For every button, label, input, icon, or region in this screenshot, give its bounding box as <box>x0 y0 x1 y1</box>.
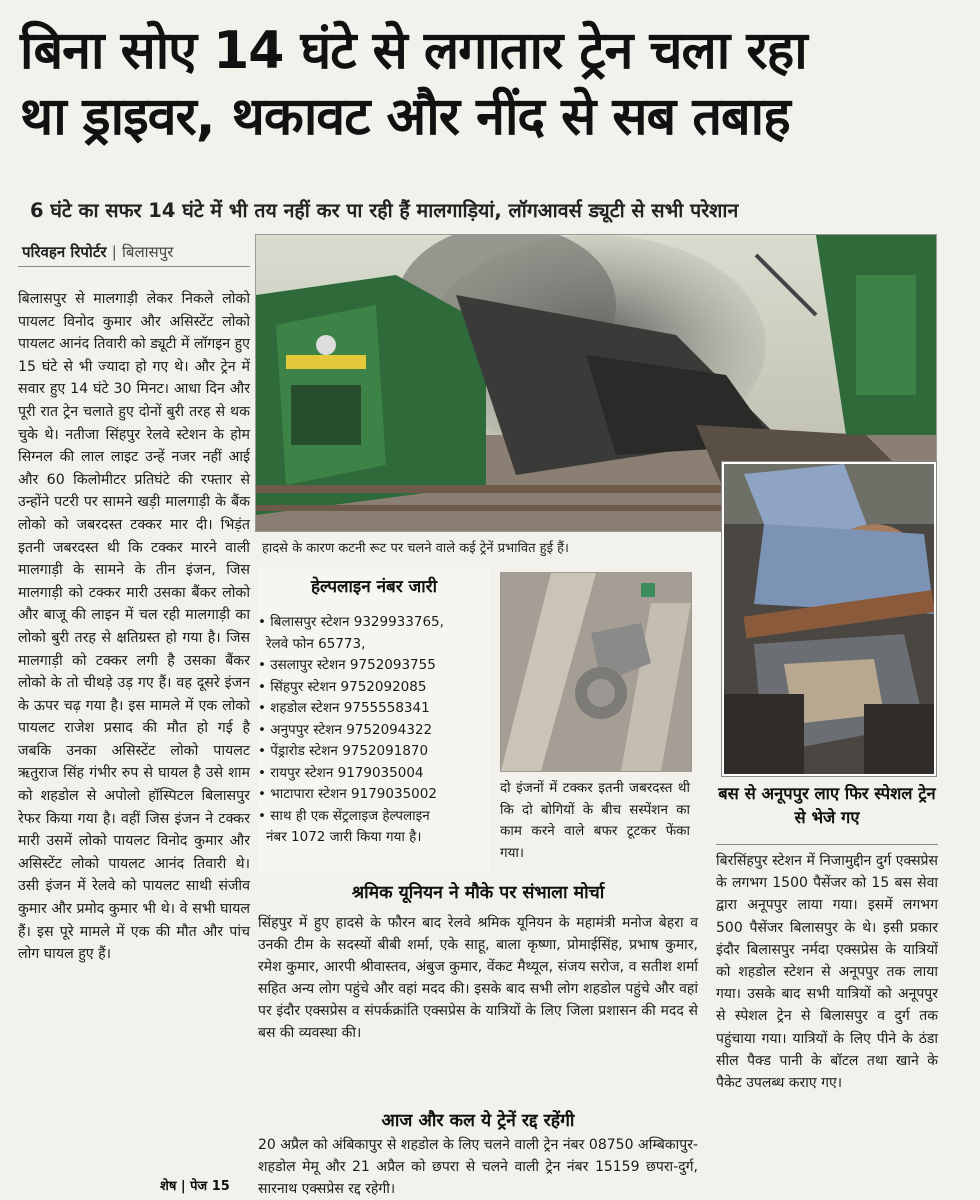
helpline-item: • बिलासपुर स्टेशन 9329933765, <box>258 614 444 630</box>
helpline-item: • अनुपपुर स्टेशन 9752094322 <box>258 721 433 738</box>
main-story-text: बिलासपुर से मालगाड़ी लेकर निकले लोको पायलट विनोद कुमार और असिस्टेंट लोको पायलट आनंद तिवारी को ड्यूटी में लॉगइन हुए 15 घंटे से भी ज्यादा हो गए थे। और ट्रेन में सवार हुए 14 घंटे 30 मिनट। आधा दिन और पूरी रात ट्रेन चलाते हुए दोनों बुरी तरह से थक चुके थे। नतीजा सिंहपुर रेलवे स्टेशन के होम सिग्नल की लाल लाइट उन्हें नजर नहीं आई और 60 किलोमीटर प्रतिघंटे की रफ्तार से उन्होंने पटरी पर सामने खड़ी मालगाड़ी के बैंक लोको को जबरदस्त टक्कर मार दी। भिड़ंत इतनी जबरदस्त थी कि टक्कर मारने वाली मालगाड़ी के सामने के तीन इंजन, जिस मालगाड़ी को टक्कर मारी उसका बैंकर लोको और बाजू की लाइन में चल रही मालगाड़ी का लोको बुरी तरह से क्षतिग्रस्त हो गया है। जिस मालगाड़ी को टक्कर लगी है उसका बैंकर लोको के तो चीथड़े उड़ गए हैं। वह दूसरे इंजन के ऊपर चढ़ गया है। इस मामले में एक लोको पायलट राजेश प्रसाद की मौत हो गई है जबकि उनका असिस्टेंट लोको पायलट ऋतुराज सिंह गंभीर रुप से घायल है उसे शाम को शहडोल से अपोलो हॉस्पिटल बिलासपुर रेफर किया गया है। वहीं जिस इंजन ने टक्कर मारी उसमें लोको पायलट विनोद कुमार और असिस्टेंट लोको पायलट आनंद तिवारी थे। उसी इंजन में रेलवे को पायलट साथी संजीव कुमार और प्रमोद कुमार भी थे। वे सभी घायल हैं। इस पूरे मामले में एक की मौत और पांच लोग घायल हुए हैं। <box>18 291 250 963</box>
byline-reporter: परिवहन रिपोर्टर <box>22 243 107 261</box>
subheadline: 6 घंटे का सफर 14 घंटे में भी तय नहीं कर पा रही हैं मालगाड़ियां, लॉगआवर्स ड्यूटी से सभी परेशान <box>30 199 739 222</box>
helpline-item: • रायपुर स्टेशन 9179035004 <box>258 764 424 781</box>
continued-label: शेष | पेज 15 <box>160 1179 230 1194</box>
injured-person-photo-image <box>724 464 934 774</box>
headline <box>20 18 960 150</box>
helpline-item: रेलवे फोन 65773, <box>266 635 366 652</box>
cancelled-trains-body: 20 अप्रैल को अंबिकापुर से शहडोल के लिए चलने वाली ट्रेन नंबर 08750 अम्बिकापुर-शहडोल मेमू और 21 अप्रैल को छपरा से चलने वाली ट्रेन नंबर 15159 छपरा-दुर्ग, सारनाथ एक्सप्रेस रद्द रहेगी। <box>258 1137 698 1197</box>
photo-main-caption: हादसे के कारण कटनी रूट पर चलने वाले कई ट्रेनें प्रभावित हुई हैं। <box>262 541 569 556</box>
bus-section-body: बिरसिंहपुर स्टेशन में निजामुद्दीन दुर्ग एक्सप्रेस के लगभग 1500 पैसेंजर को 15 बस सेवा द्वारा अनूपपुर लाया गया। इसमें लगभग 500 पैसेंजर बिलासपुर के थे। इसी प्रकार इंदौर बिलासपुर नर्मदा एक्सप्रेस के यात्रियों को शहडोल स्टेशन से अनूपपुर तक लाया गया। उसके बाद सभी यात्रियों को अनूपपुर से स्पेशल ट्रेन से बिलासपुर व दुर्ग तक पहुंचाया गया। यात्रियों के लिए पीने के ठंडा सील पैक्ड पानी के बॉटल तथा खाने के पैकेट उपलब्ध कराए गए। <box>716 853 938 1092</box>
union-section-body: सिंहपुर में हुए हादसे के फौरन बाद रेलवे श्रमिक यूनियन के महामंत्री मनोज बेहरा व उनकी टीम के सदस्यों बीबी शर्मा, एके साहू, बाला कृष्णा, प्रोमाईसिंह, प्रभाष कुमार, रमेश कुमार, आरपी श्रीवास्तव, अंबुज कुमार, वेंकट मैथ्यूल, संजय सरोज, व सतीश शर्मा सहित अन्य लोग पहुंचे और वहां मदद की। इसके बाद सभी लोग शहडोल पहुंचे और वहां पर इंदौर एक्सप्रेस व संपर्कक्रांति एक्सप्रेस के यात्रियों के लिए जिला प्रशासन की मदद से बस की व्यवस्था की। <box>258 915 698 1041</box>
helpline-item: • शहडोल स्टेशन 9755558341 <box>258 700 430 716</box>
helpline-title: हेल्पलाइन नंबर जारी <box>311 577 437 597</box>
bus-section-rule <box>716 844 938 845</box>
union-section-title: श्रमिक यूनियन ने मौके पर संभाला मोर्चा <box>351 883 605 903</box>
bus-section-title: बस से अनूपपुर लाए फिर स्पेशल ट्रेन से भेजे गए <box>718 784 936 827</box>
helpline-item: • पेंड्रारोड स्टेशन 9752091870 <box>258 743 429 759</box>
helpline-item: • साथ ही एक सेंट्रलाइज हेल्पलाइन <box>258 807 430 824</box>
buffer-photo-image <box>501 573 691 771</box>
helpline-item: • उसलापुर स्टेशन 9752093755 <box>258 657 436 673</box>
photo-small-caption: दो इंजनों में टक्कर इतनी जबरदस्त थी कि दो बोगियों के बीच सस्पेंशन का काम करने वाले बफर टूटकर फेंका गया। <box>500 780 690 861</box>
cancelled-trains-title: आज और कल ये ट्रेनें रद्द रहेंगी <box>381 1111 575 1131</box>
byline-city: बिलासपुर <box>122 243 174 261</box>
headline-line-2: था ड्राइवर, थकावट और नींद से सब तबाह <box>20 87 790 147</box>
helpline-item: • सिंहपुर स्टेशन 9752092085 <box>258 678 427 695</box>
injured-person-photo <box>722 462 936 776</box>
helpline-item: • भाटापारा स्टेशन 9179035002 <box>258 786 437 802</box>
byline-separator: | <box>111 243 117 261</box>
helpline-list <box>258 612 490 849</box>
headline-line-1: बिना सोए 14 घंटे से लगातार ट्रेन चला रहा <box>20 21 807 81</box>
byline <box>22 242 173 262</box>
helpline-item: नंबर 1072 जारी किया गया है। <box>266 829 422 845</box>
byline-rule <box>18 266 250 267</box>
buffer-photo <box>500 572 692 772</box>
